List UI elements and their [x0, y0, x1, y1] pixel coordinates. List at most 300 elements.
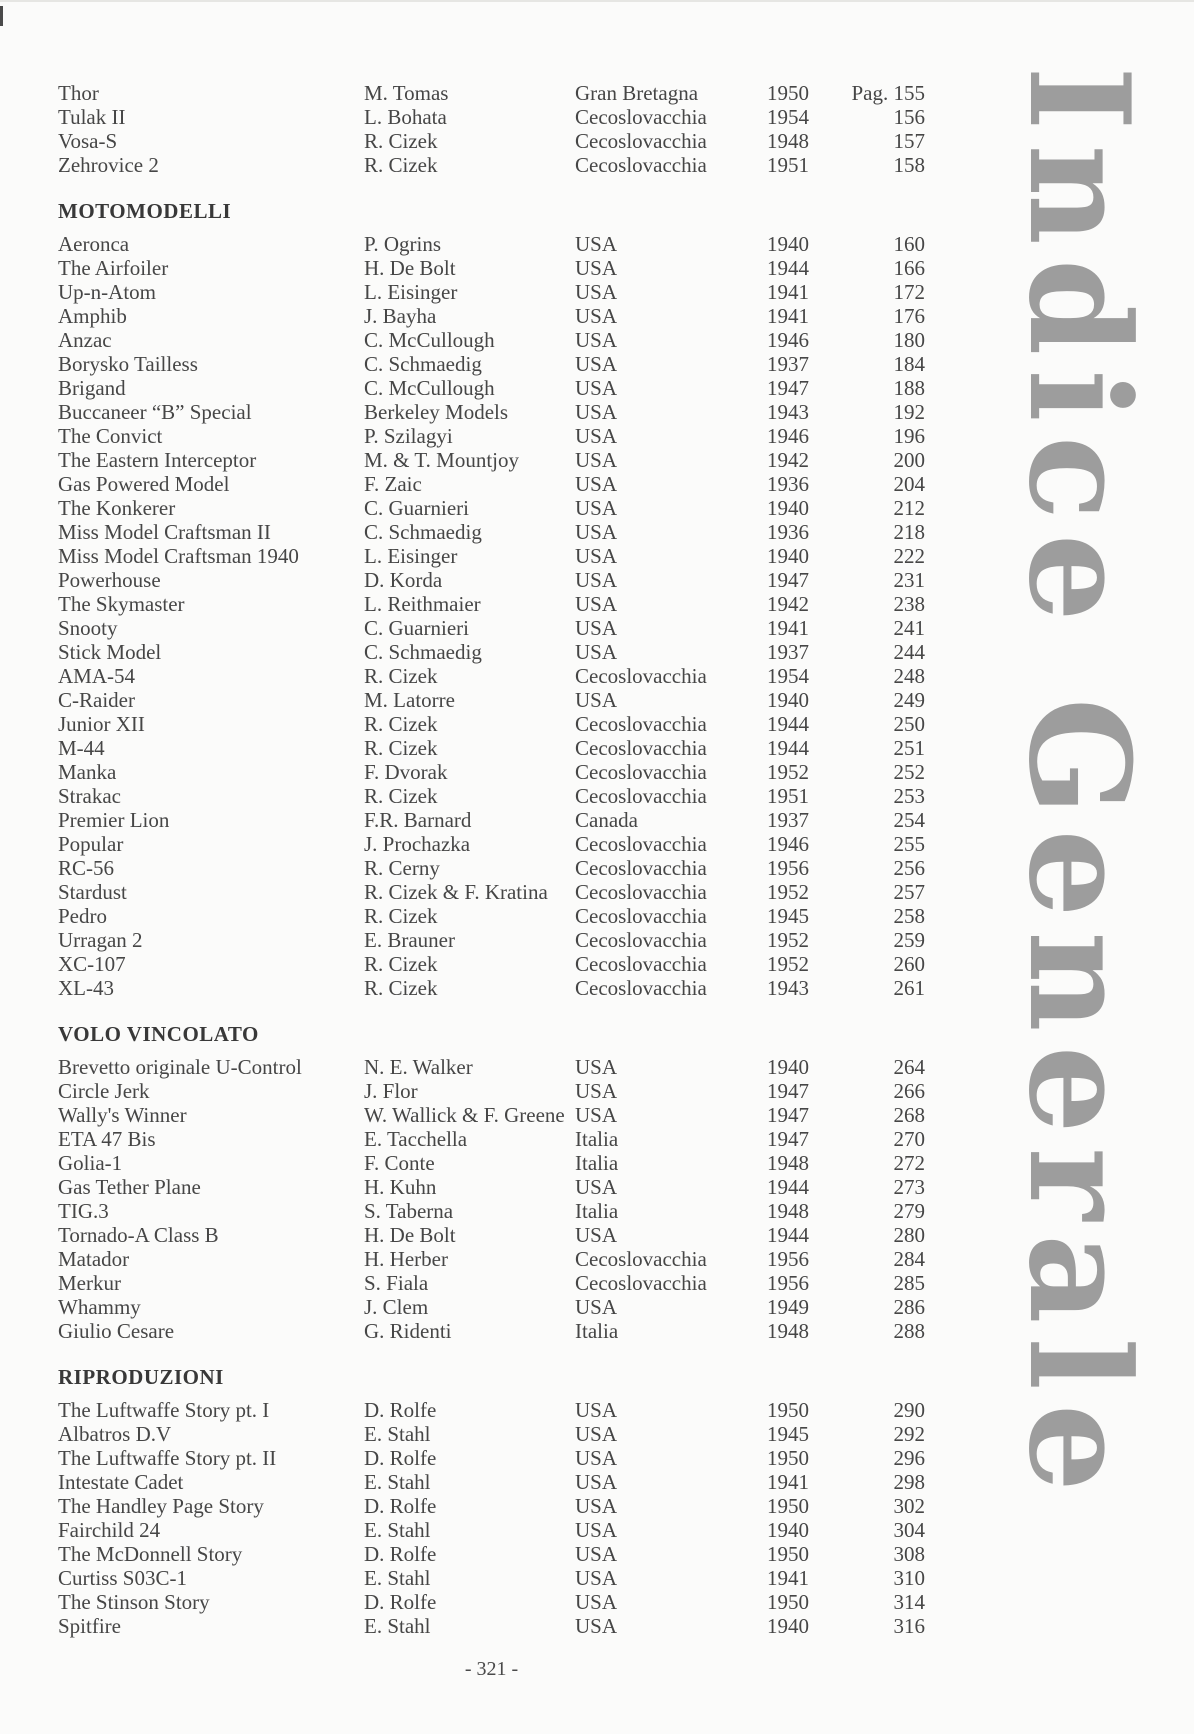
model-name: M-44	[58, 736, 105, 760]
model-name: Gas Tether Plane	[58, 1175, 201, 1199]
country: USA	[575, 280, 618, 304]
model-name: Zehrovice 2	[58, 153, 159, 177]
page-number: 310	[893, 1566, 925, 1590]
year: 1951	[767, 784, 809, 808]
table-row	[58, 1614, 925, 1638]
year: 1937	[767, 640, 809, 664]
page-number: 188	[893, 376, 925, 400]
year: 1940	[767, 1614, 809, 1638]
year: 1947	[767, 1127, 809, 1151]
country: USA	[575, 1295, 618, 1319]
page-number: 244	[893, 640, 925, 664]
year: 1942	[767, 448, 809, 472]
designer-name: C. Schmaedig	[364, 640, 482, 664]
page-number: 268	[893, 1103, 925, 1127]
country: Cecoslovacchia	[575, 153, 707, 177]
model-name: The Airfoiler	[58, 256, 169, 280]
page-number: 260	[893, 952, 925, 976]
year: 1947	[767, 1079, 809, 1103]
model-name: The Luftwaffe Story pt. II	[58, 1446, 277, 1470]
table-row	[58, 856, 925, 880]
page-number: 184	[893, 352, 925, 376]
year: 1951	[767, 153, 809, 177]
page-number: 157	[893, 129, 925, 153]
table-row	[58, 400, 925, 424]
designer-name: E. Stahl	[364, 1518, 431, 1542]
designer-name: H. Herber	[364, 1247, 448, 1271]
designer-name: E. Brauner	[364, 928, 455, 952]
table-row	[58, 1199, 925, 1223]
year: 1941	[767, 616, 809, 640]
designer-name: F.R. Barnard	[364, 808, 472, 832]
table-row	[58, 640, 925, 664]
designer-name: C. Schmaedig	[364, 520, 482, 544]
country: Canada	[575, 808, 638, 832]
year: 1947	[767, 568, 809, 592]
designer-name: Berkeley Models	[364, 400, 509, 424]
designer-name: R. Cerny	[364, 856, 440, 880]
designer-name: D. Rolfe	[364, 1590, 437, 1614]
designer-name: R. Cizek	[364, 952, 438, 976]
model-name: Matador	[58, 1247, 130, 1271]
model-name: Brevetto originale U-Control	[58, 1055, 302, 1079]
page-number: 286	[893, 1295, 925, 1319]
designer-name: C. Guarnieri	[364, 616, 469, 640]
year: 1948	[767, 1151, 809, 1175]
designer-name: F. Dvorak	[364, 760, 448, 784]
year: 1945	[767, 1422, 809, 1446]
model-name: C-Raider	[58, 688, 135, 712]
table-row	[58, 688, 925, 712]
table-row	[58, 1247, 925, 1271]
page-number: 255	[893, 832, 925, 856]
year: 1952	[767, 760, 809, 784]
page-number: 264	[893, 1055, 925, 1079]
table-row	[58, 1103, 925, 1127]
model-name: Popular	[58, 832, 124, 856]
model-name: Strakac	[58, 784, 121, 808]
country: Cecoslovacchia	[575, 784, 707, 808]
country: USA	[575, 328, 618, 352]
page-number: 204	[893, 472, 925, 496]
designer-name: C. McCullough	[364, 376, 495, 400]
page-number: 261	[893, 976, 925, 1000]
page-number: 180	[893, 328, 925, 352]
country: USA	[575, 256, 618, 280]
country: Cecoslovacchia	[575, 736, 707, 760]
designer-name: R. Cizek	[364, 976, 438, 1000]
page-number: 251	[893, 736, 925, 760]
designer-name: H. Kuhn	[364, 1175, 437, 1199]
country: Italia	[575, 1127, 619, 1151]
country: Cecoslovacchia	[575, 1271, 707, 1295]
year: 1948	[767, 1199, 809, 1223]
page-number: 316	[893, 1614, 925, 1638]
designer-name: E. Tacchella	[364, 1127, 468, 1151]
model-name: The Eastern Interceptor	[58, 448, 257, 472]
year: 1956	[767, 856, 809, 880]
year: 1956	[767, 1247, 809, 1271]
table-row	[58, 1223, 925, 1247]
page-number: 302	[893, 1494, 925, 1518]
year: 1946	[767, 832, 809, 856]
table-row	[58, 736, 925, 760]
country: Cecoslovacchia	[575, 664, 707, 688]
country: USA	[575, 424, 618, 448]
year: 1940	[767, 232, 809, 256]
year: 1936	[767, 520, 809, 544]
page-number: 218	[893, 520, 925, 544]
model-name: Aeronca	[58, 232, 130, 256]
year: 1956	[767, 1271, 809, 1295]
country: USA	[575, 1590, 618, 1614]
table-row	[58, 328, 925, 352]
designer-name: R. Cizek	[364, 712, 438, 736]
page-number-footer: - 321 -	[464, 1658, 519, 1680]
table-row	[58, 448, 925, 472]
designer-name: H. De Bolt	[364, 1223, 456, 1247]
index-section	[58, 81, 925, 177]
table-row	[58, 472, 925, 496]
country: Italia	[575, 1199, 619, 1223]
page-number: 288	[893, 1319, 925, 1343]
watermark-text: Indice Generale	[998, 66, 1161, 1506]
designer-name: R. Cizek	[364, 153, 438, 177]
year: 1940	[767, 496, 809, 520]
year: 1949	[767, 1295, 809, 1319]
model-name: RC-56	[58, 856, 115, 880]
year: 1943	[767, 400, 809, 424]
model-name: Curtiss S03C-1	[58, 1566, 187, 1590]
page-number: 196	[893, 424, 925, 448]
designer-name: S. Fiala	[364, 1271, 429, 1295]
country: USA	[575, 1422, 618, 1446]
page-number: 258	[893, 904, 925, 928]
model-name: XC-107	[58, 952, 126, 976]
model-name: TIG.3	[58, 1199, 109, 1223]
table-row	[58, 304, 925, 328]
designer-name: J. Flor	[364, 1079, 418, 1103]
page-number: 308	[893, 1542, 925, 1566]
year: 1944	[767, 256, 809, 280]
country: Italia	[575, 1319, 619, 1343]
designer-name: H. De Bolt	[364, 256, 456, 280]
year: 1950	[767, 1398, 809, 1422]
model-name: Premier Lion	[58, 808, 170, 832]
country: Cecoslovacchia	[575, 760, 707, 784]
model-name: Gas Powered Model	[58, 472, 230, 496]
table-row	[58, 1175, 925, 1199]
country: USA	[575, 616, 618, 640]
designer-name: E. Stahl	[364, 1566, 431, 1590]
page-number: 266	[893, 1079, 925, 1103]
page-number: 249	[893, 688, 925, 712]
page-number: 304	[893, 1518, 925, 1542]
model-name: Merkur	[58, 1271, 121, 1295]
model-name: Junior XII	[58, 712, 145, 736]
designer-name: G. Ridenti	[364, 1319, 452, 1343]
designer-name: L. Eisinger	[364, 280, 458, 304]
country: USA	[575, 568, 618, 592]
country: USA	[575, 1518, 618, 1542]
country: Cecoslovacchia	[575, 1247, 707, 1271]
table-row	[58, 1590, 925, 1614]
page-number: 238	[893, 592, 925, 616]
country: USA	[575, 1542, 618, 1566]
model-name: Spitfire	[58, 1614, 121, 1638]
page-number: 172	[893, 280, 925, 304]
page-number: 279	[893, 1199, 925, 1223]
page-number: 273	[893, 1175, 925, 1199]
designer-name: C. McCullough	[364, 328, 495, 352]
table-row	[58, 832, 925, 856]
year: 1950	[767, 1494, 809, 1518]
year: 1940	[767, 544, 809, 568]
model-name: Vosa-S	[58, 129, 118, 153]
table-row	[58, 280, 925, 304]
designer-name: E. Stahl	[364, 1470, 431, 1494]
country: USA	[575, 472, 618, 496]
country: USA	[575, 1614, 618, 1638]
year: 1944	[767, 1175, 809, 1199]
country: USA	[575, 376, 618, 400]
year: 1941	[767, 304, 809, 328]
year: 1940	[767, 1055, 809, 1079]
page-number: 284	[893, 1247, 925, 1271]
year: 1941	[767, 1470, 809, 1494]
table-row	[58, 808, 925, 832]
designer-name: F. Zaic	[364, 472, 422, 496]
country: Italia	[575, 1151, 619, 1175]
table-row	[58, 1470, 925, 1494]
country: USA	[575, 400, 618, 424]
country: USA	[575, 1566, 618, 1590]
designer-name: R. Cizek	[364, 784, 438, 808]
model-name: Wally's Winner	[58, 1103, 187, 1127]
country: USA	[575, 1223, 618, 1247]
year: 1945	[767, 904, 809, 928]
designer-name: C. Guarnieri	[364, 496, 469, 520]
country: Cecoslovacchia	[575, 952, 707, 976]
model-name: Tornado-A Class B	[58, 1223, 219, 1247]
country: USA	[575, 304, 618, 328]
year: 1942	[767, 592, 809, 616]
page-number: 176	[893, 304, 925, 328]
model-name: Stardust	[58, 880, 127, 904]
scan-edge-artifact	[0, 6, 3, 26]
model-name: Albatros D.V	[58, 1422, 172, 1446]
page-number: 285	[893, 1271, 925, 1295]
model-name: The Handley Page Story	[58, 1494, 264, 1518]
model-name: XL-43	[58, 976, 114, 1000]
table-row	[58, 1271, 925, 1295]
designer-name: J. Bayha	[364, 304, 437, 328]
table-row	[58, 760, 925, 784]
page-number: 248	[893, 664, 925, 688]
page-number: 166	[893, 256, 925, 280]
page-number: 272	[893, 1151, 925, 1175]
country: Cecoslovacchia	[575, 904, 707, 928]
page-number: 290	[893, 1398, 925, 1422]
year: 1943	[767, 976, 809, 1000]
table-row	[58, 664, 925, 688]
designer-name: C. Schmaedig	[364, 352, 482, 376]
page-number: 259	[893, 928, 925, 952]
model-name: Snooty	[58, 616, 118, 640]
designer-name: S. Taberna	[364, 1199, 454, 1223]
year: 1948	[767, 1319, 809, 1343]
model-name: Fairchild 24	[58, 1518, 161, 1542]
table-row	[58, 1151, 925, 1175]
country: Gran Bretagna	[575, 81, 699, 105]
year: 1944	[767, 712, 809, 736]
designer-name: L. Bohata	[364, 105, 447, 129]
model-name: Powerhouse	[58, 568, 161, 592]
table-row	[58, 352, 925, 376]
model-name: Buccaneer “B” Special	[58, 400, 252, 424]
page-number: 254	[893, 808, 925, 832]
table-row	[58, 1055, 925, 1079]
year: 1936	[767, 472, 809, 496]
country: Cecoslovacchia	[575, 880, 707, 904]
country: USA	[575, 1175, 618, 1199]
page-number: 253	[893, 784, 925, 808]
model-name: Thor	[58, 81, 99, 105]
table-row	[58, 424, 925, 448]
country: USA	[575, 688, 618, 712]
designer-name: E. Stahl	[364, 1614, 431, 1638]
designer-name: D. Rolfe	[364, 1446, 437, 1470]
table-row	[58, 1494, 925, 1518]
country: USA	[575, 1103, 618, 1127]
country: USA	[575, 1055, 618, 1079]
model-name: Amphib	[58, 304, 127, 328]
table-row	[58, 616, 925, 640]
country: USA	[575, 1398, 618, 1422]
table-row	[58, 496, 925, 520]
page-number: 314	[893, 1590, 925, 1614]
table-row	[58, 232, 925, 256]
designer-name: L. Reithmaier	[364, 592, 481, 616]
section-title: MOTOMODELLI	[58, 199, 232, 223]
page-number: 192	[893, 400, 925, 424]
model-name: The Skymaster	[58, 592, 185, 616]
designer-name: P. Szilagyi	[364, 424, 453, 448]
year: 1950	[767, 1542, 809, 1566]
designer-name: R. Cizek	[364, 736, 438, 760]
year: 1954	[767, 664, 809, 688]
year: 1950	[767, 1590, 809, 1614]
model-name: Whammy	[58, 1295, 141, 1319]
page-number: 250	[893, 712, 925, 736]
designer-name: D. Korda	[364, 568, 443, 592]
designer-name: R. Cizek	[364, 664, 438, 688]
designer-name: W. Wallick & F. Greene	[364, 1103, 565, 1127]
page-number: 231	[893, 568, 925, 592]
model-name: Up-n-Atom	[58, 280, 156, 304]
table-row	[58, 1079, 925, 1103]
page-number: 156	[893, 105, 925, 129]
country: Cecoslovacchia	[575, 832, 707, 856]
country: Cecoslovacchia	[575, 928, 707, 952]
designer-name: R. Cizek	[364, 904, 438, 928]
page-number: 200	[893, 448, 925, 472]
model-name: The Konkerer	[58, 496, 176, 520]
section-title: RIPRODUZIONI	[58, 1365, 224, 1389]
table-row	[58, 928, 925, 952]
page-number: 257	[893, 880, 925, 904]
table-row	[58, 880, 925, 904]
page-number: 222	[893, 544, 925, 568]
index-section	[58, 1365, 925, 1638]
designer-name: M. Tomas	[364, 81, 449, 105]
year: 1937	[767, 352, 809, 376]
table-row	[58, 105, 925, 129]
index-section	[58, 1022, 925, 1343]
model-name: Giulio Cesare	[58, 1319, 175, 1343]
table-row	[58, 1422, 925, 1446]
year: 1948	[767, 129, 809, 153]
model-name: Miss Model Craftsman II	[58, 520, 271, 544]
table-row	[58, 1127, 925, 1151]
page-number: 292	[893, 1422, 925, 1446]
year: 1950	[767, 81, 809, 105]
page-number: 256	[893, 856, 925, 880]
model-name: Brigand	[58, 376, 126, 400]
table-row	[58, 1295, 925, 1319]
table-row	[58, 1542, 925, 1566]
table-row	[58, 712, 925, 736]
country: USA	[575, 496, 618, 520]
country: USA	[575, 1446, 618, 1470]
model-name: Circle Jerk	[58, 1079, 150, 1103]
year: 1954	[767, 105, 809, 129]
model-name: AMA-54	[58, 664, 135, 688]
country: USA	[575, 232, 618, 256]
model-name: Intestate Cadet	[58, 1470, 184, 1494]
country: USA	[575, 1470, 618, 1494]
model-name: The Convict	[58, 424, 163, 448]
table-row	[58, 592, 925, 616]
page-number: 280	[893, 1223, 925, 1247]
year: 1947	[767, 1103, 809, 1127]
country: USA	[575, 352, 618, 376]
country: USA	[575, 448, 618, 472]
designer-name: R. Cizek	[364, 129, 438, 153]
designer-name: F. Conte	[364, 1151, 435, 1175]
table-row	[58, 129, 925, 153]
designer-name: L. Eisinger	[364, 544, 458, 568]
country: Cecoslovacchia	[575, 129, 707, 153]
table-row	[58, 1398, 925, 1422]
year: 1950	[767, 1446, 809, 1470]
year: 1952	[767, 880, 809, 904]
model-name: Pedro	[58, 904, 107, 928]
table-row	[58, 568, 925, 592]
table-row	[58, 153, 925, 177]
model-name: Tulak II	[58, 105, 126, 129]
country: Cecoslovacchia	[575, 976, 707, 1000]
model-name: The McDonnell Story	[58, 1542, 243, 1566]
table-row	[58, 520, 925, 544]
year: 1937	[767, 808, 809, 832]
index-section	[58, 199, 925, 1000]
year: 1952	[767, 928, 809, 952]
country: USA	[575, 520, 618, 544]
country: USA	[575, 1079, 618, 1103]
table-row	[58, 544, 925, 568]
year: 1941	[767, 280, 809, 304]
